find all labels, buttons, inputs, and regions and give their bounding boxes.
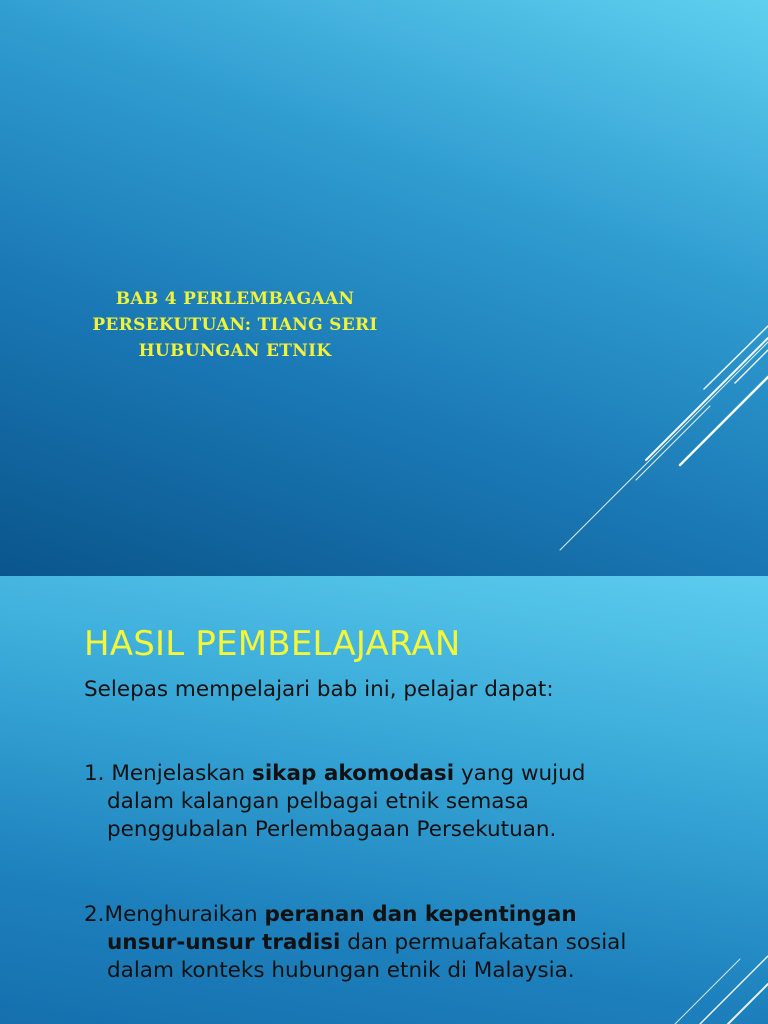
- list-item-1-bold: sikap akomodasi: [252, 761, 455, 786]
- list-item-1-line-2: dalam kalangan pelbagai etnik semasa: [107, 789, 529, 814]
- decor-line: [646, 338, 768, 460]
- slide-title-line-3: HUBUNGAN ETNIK: [138, 341, 332, 361]
- decor-line: [560, 342, 768, 550]
- list-item-1-prefix: 1. Menjelaskan: [84, 761, 253, 786]
- content-slide: [0, 576, 768, 1024]
- decor-line: [704, 326, 768, 389]
- slide-title-line-1: BAB 4 PERLEMBAGAAN: [115, 289, 355, 309]
- list-item-1-line-3: penggubalan Perlembagaan Persekutuan.: [107, 817, 557, 842]
- list-item-2-line-3: dalam konteks hubungan etnik di Malaysia.: [107, 958, 575, 983]
- list-item-2-bold-1: peranan dan kepentingan: [264, 902, 577, 927]
- slide-title: [60, 286, 410, 364]
- slide-body: [84, 676, 744, 1024]
- list-item-2: [84, 901, 744, 985]
- slide-title-line-2: PERSEKUTUAN: TIANG SERI: [92, 315, 378, 335]
- intro-text: Selepas mempelajari bab ini, pelajar dapat:: [84, 677, 554, 702]
- list-item-1-suffix: yang wujud: [454, 761, 586, 786]
- decor-line: [680, 377, 768, 465]
- list-item-2-bold-2: unsur-unsur tradisi: [107, 930, 341, 955]
- list-item-1-line-1: [84, 760, 744, 788]
- list-item-2-prefix: 2.Menghuraikan: [84, 902, 265, 927]
- decor-line: [636, 406, 710, 480]
- list-item-2-suffix: dan permuafakatan sosial: [340, 930, 627, 955]
- list-item-1: [84, 760, 744, 844]
- list-item-2-line-1: [84, 901, 744, 929]
- decor-line: [735, 350, 768, 383]
- slide-heading: HASIL PEMBELAJARAN: [84, 624, 461, 664]
- list-item-2-line-2: [84, 929, 744, 957]
